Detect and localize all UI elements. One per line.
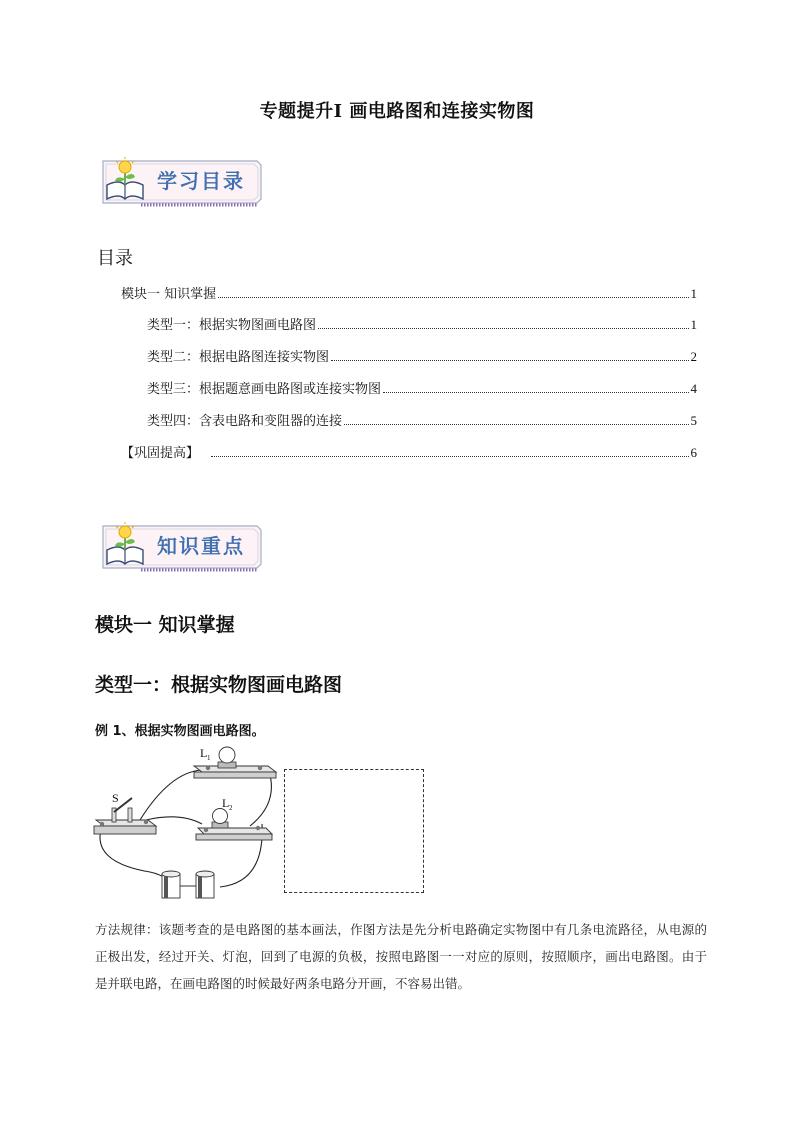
toc-entry-label: 模块一 知识掌握: [121, 287, 217, 302]
example-label: 例 1、根据实物图画电路图。: [95, 724, 265, 739]
toc-page-number: 2: [690, 349, 697, 364]
toc-page-number: 4: [690, 381, 697, 396]
toc-heading: 目录: [97, 248, 133, 269]
answer-drawing-area[interactable]: [284, 769, 424, 893]
toc-entry[interactable]: [147, 315, 697, 333]
toc-entry[interactable]: [147, 411, 697, 429]
module-heading: 模块一 知识掌握: [95, 614, 235, 636]
key-points-banner: [97, 520, 265, 572]
lamp-1-subscript: 1: [207, 754, 211, 762]
lamp-1: [194, 746, 276, 778]
study-goals-title: 学习目录: [157, 169, 245, 193]
toc-dot-leader: [331, 360, 688, 361]
battery-cells: [162, 871, 214, 898]
lamp-2-label: L: [222, 796, 230, 810]
toc-dot-leader: [383, 392, 688, 393]
method-paragraph: 方法规律：该题考查的是电路图的基本画法，作图方法是先分析电路确定实物图中有几条电流路径，从电源的正极出发，经过开关、灯泡，回到了电源的负极，按照电路图一一对应的原则，按照顺序，画出电路图。由于是并联电路，在画电路图的时候最好两条电路分开画，不容易出错。: [95, 922, 707, 991]
switch-s: [94, 791, 156, 834]
lamp-1-label: L: [200, 746, 208, 760]
toc-dot-leader: [318, 328, 688, 329]
type-heading: 类型一：根据实物图画电路图: [95, 674, 343, 696]
toc-page-number: 6: [690, 445, 697, 460]
key-points-title: 知识重点: [157, 534, 245, 558]
toc-page-number: 1: [690, 317, 697, 332]
switch-label: S: [112, 791, 119, 805]
toc-entry-label: 类型二：根据电路图连接实物图: [147, 350, 330, 365]
toc-dot-leader: [211, 456, 688, 457]
toc-entry[interactable]: [121, 284, 697, 302]
study-goals-banner: [97, 155, 265, 207]
toc-dot-leader: [344, 424, 688, 425]
toc-page-number: 5: [690, 413, 697, 428]
lamp-2-subscript: 2: [229, 804, 233, 812]
toc-entry[interactable]: [121, 443, 697, 461]
document-title: 专题提升Ⅰ 画电路图和连接实物图: [259, 101, 535, 122]
toc-entry[interactable]: [147, 379, 697, 397]
toc-page-number: 1: [690, 286, 697, 301]
toc-dot-leader: [218, 297, 688, 298]
lamp-2: [196, 796, 272, 840]
toc-entry-label: 类型四：含表电路和变阻器的连接: [147, 414, 343, 429]
circuit-figure: [90, 742, 280, 902]
toc-entry-label: 【巩固提高】: [121, 446, 200, 461]
toc-entry[interactable]: [147, 347, 697, 365]
toc-entry-label: 类型一：根据实物图画电路图: [147, 318, 317, 333]
toc-entry-label: 类型三：根据题意画电路图或连接实物图: [147, 382, 382, 397]
